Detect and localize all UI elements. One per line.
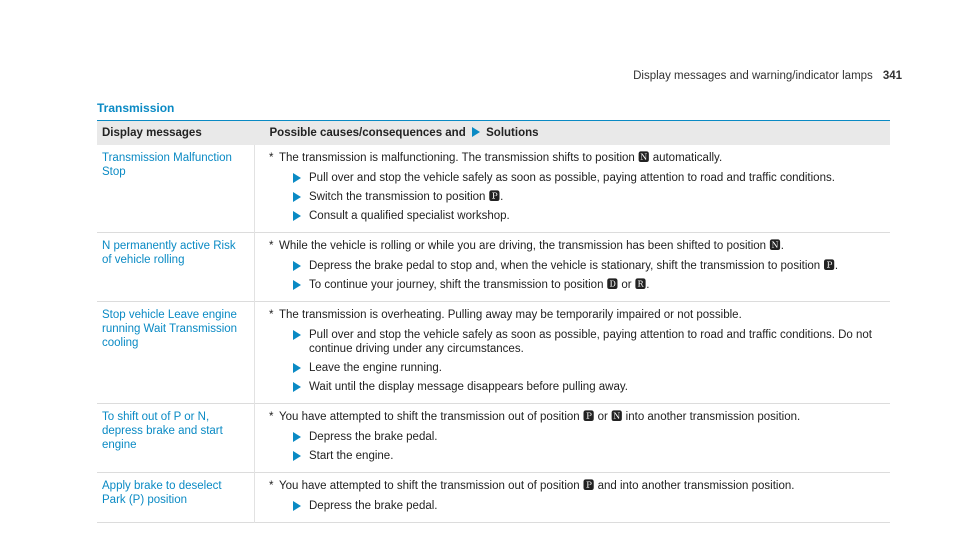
step-arrow-icon <box>293 501 301 511</box>
step-text: Pull over and stop the vehicle safely as soon as possible, paying attention to road and traffic conditions. Do not <box>309 329 872 341</box>
display-message <box>97 302 255 404</box>
cause-text <box>269 308 886 322</box>
table-row <box>97 233 890 302</box>
display-message-line: cooling <box>102 337 139 349</box>
step-text: continue driving under any circumstances. <box>309 343 524 355</box>
cause-body: You have attempted to shift the transmission out of position 🅿 or 🅽 into another transmission position. <box>279 411 801 423</box>
bullet-asterisk-icon: * <box>269 240 274 252</box>
solution-step <box>269 209 886 223</box>
display-message-line: of vehicle rolling <box>102 254 185 266</box>
solution-step <box>269 380 886 394</box>
solution-cell <box>255 473 891 523</box>
display-message-line: engine <box>102 439 137 451</box>
display-message-line: Stop vehicle Leave engine <box>102 309 237 321</box>
solution-arrow-icon <box>472 127 480 137</box>
section-title: Transmission <box>97 101 175 115</box>
step-arrow-icon <box>293 363 301 373</box>
step-text: Pull over and stop the vehicle safely as soon as possible, paying attention to road and traffic conditions. <box>309 172 835 184</box>
solution-step <box>269 259 886 273</box>
step-arrow-icon <box>293 173 301 183</box>
header-title: Display messages and warning/indicator lamps <box>633 70 873 82</box>
step-text: Leave the engine running. <box>309 362 442 374</box>
display-message <box>97 145 255 233</box>
display-message-line: Apply brake to deselect <box>102 480 222 492</box>
table-row <box>97 404 890 473</box>
step-arrow-icon <box>293 451 301 461</box>
step-text: Switch the transmission to position 🅿. <box>309 191 504 203</box>
step-arrow-icon <box>293 211 301 221</box>
table-row <box>97 473 890 523</box>
page-number: 341 <box>882 70 902 82</box>
step-arrow-icon <box>293 432 301 442</box>
bullet-asterisk-icon: * <box>269 480 274 492</box>
table-header-row <box>97 121 890 145</box>
bullet-asterisk-icon: * <box>269 152 274 164</box>
display-message-line: Transmission Malfunction <box>102 152 232 164</box>
column-header-solutions <box>255 121 891 145</box>
messages-table <box>97 121 890 523</box>
solution-cell <box>255 404 891 473</box>
table-body <box>97 145 890 523</box>
step-arrow-icon <box>293 261 301 271</box>
cause-body: The transmission is overheating. Pulling away may be temporarily impaired or not possible. <box>279 309 742 321</box>
step-text: Consult a qualified specialist workshop. <box>309 210 510 222</box>
solution-step <box>269 430 886 444</box>
cause-body: You have attempted to shift the transmission out of position 🅿 and into another transmission position. <box>279 480 795 492</box>
solution-step <box>269 328 886 356</box>
step-text: Depress the brake pedal. <box>309 431 438 443</box>
display-message-line: N permanently active Risk <box>102 240 236 252</box>
solution-step <box>269 278 886 292</box>
display-message-line: running Wait Transmission <box>102 323 238 335</box>
step-arrow-icon <box>293 330 301 340</box>
table-row <box>97 302 890 404</box>
display-message-line: To shift out of P or N, <box>102 411 210 423</box>
table-row <box>97 145 890 233</box>
solution-step <box>269 449 886 463</box>
solution-cell <box>255 145 891 233</box>
display-message <box>97 473 255 523</box>
cause-text <box>269 151 886 165</box>
bullet-asterisk-icon: * <box>269 309 274 321</box>
solution-step <box>269 499 886 513</box>
step-text: Wait until the display message disappears before pulling away. <box>309 381 628 393</box>
solution-step <box>269 171 886 185</box>
solution-cell <box>255 302 891 404</box>
cause-text <box>269 479 886 493</box>
display-message <box>97 404 255 473</box>
step-arrow-icon <box>293 280 301 290</box>
step-text: Start the engine. <box>309 450 394 462</box>
step-arrow-icon <box>293 382 301 392</box>
display-message-line: depress brake and start <box>102 425 223 437</box>
cause-body: The transmission is malfunctioning. The transmission shifts to position 🅽 automatically. <box>279 152 723 164</box>
column-header-messages: Display messages <box>97 121 255 145</box>
cause-body: While the vehicle is rolling or while you are driving, the transmission has been shifted to position 🅽. <box>279 240 784 252</box>
display-message-line: Stop <box>102 166 126 178</box>
step-arrow-icon <box>293 192 301 202</box>
page-header <box>633 70 902 82</box>
step-text: Depress the brake pedal to stop and, when the vehicle is stationary, shift the transmission to position 🅿. <box>309 260 839 272</box>
solution-step <box>269 190 886 204</box>
solution-cell <box>255 233 891 302</box>
solution-step <box>269 361 886 375</box>
column-header-prefix: Possible causes/consequences and <box>269 127 466 139</box>
cause-text <box>269 239 886 253</box>
display-message-line: Park (P) position <box>102 494 188 506</box>
column-header-suffix: Solutions <box>486 127 539 139</box>
step-text: To continue your journey, shift the transmission to position 🅳 or 🆁. <box>309 279 650 291</box>
step-text: Depress the brake pedal. <box>309 500 438 512</box>
display-message <box>97 233 255 302</box>
bullet-asterisk-icon: * <box>269 411 274 423</box>
cause-text <box>269 410 886 424</box>
